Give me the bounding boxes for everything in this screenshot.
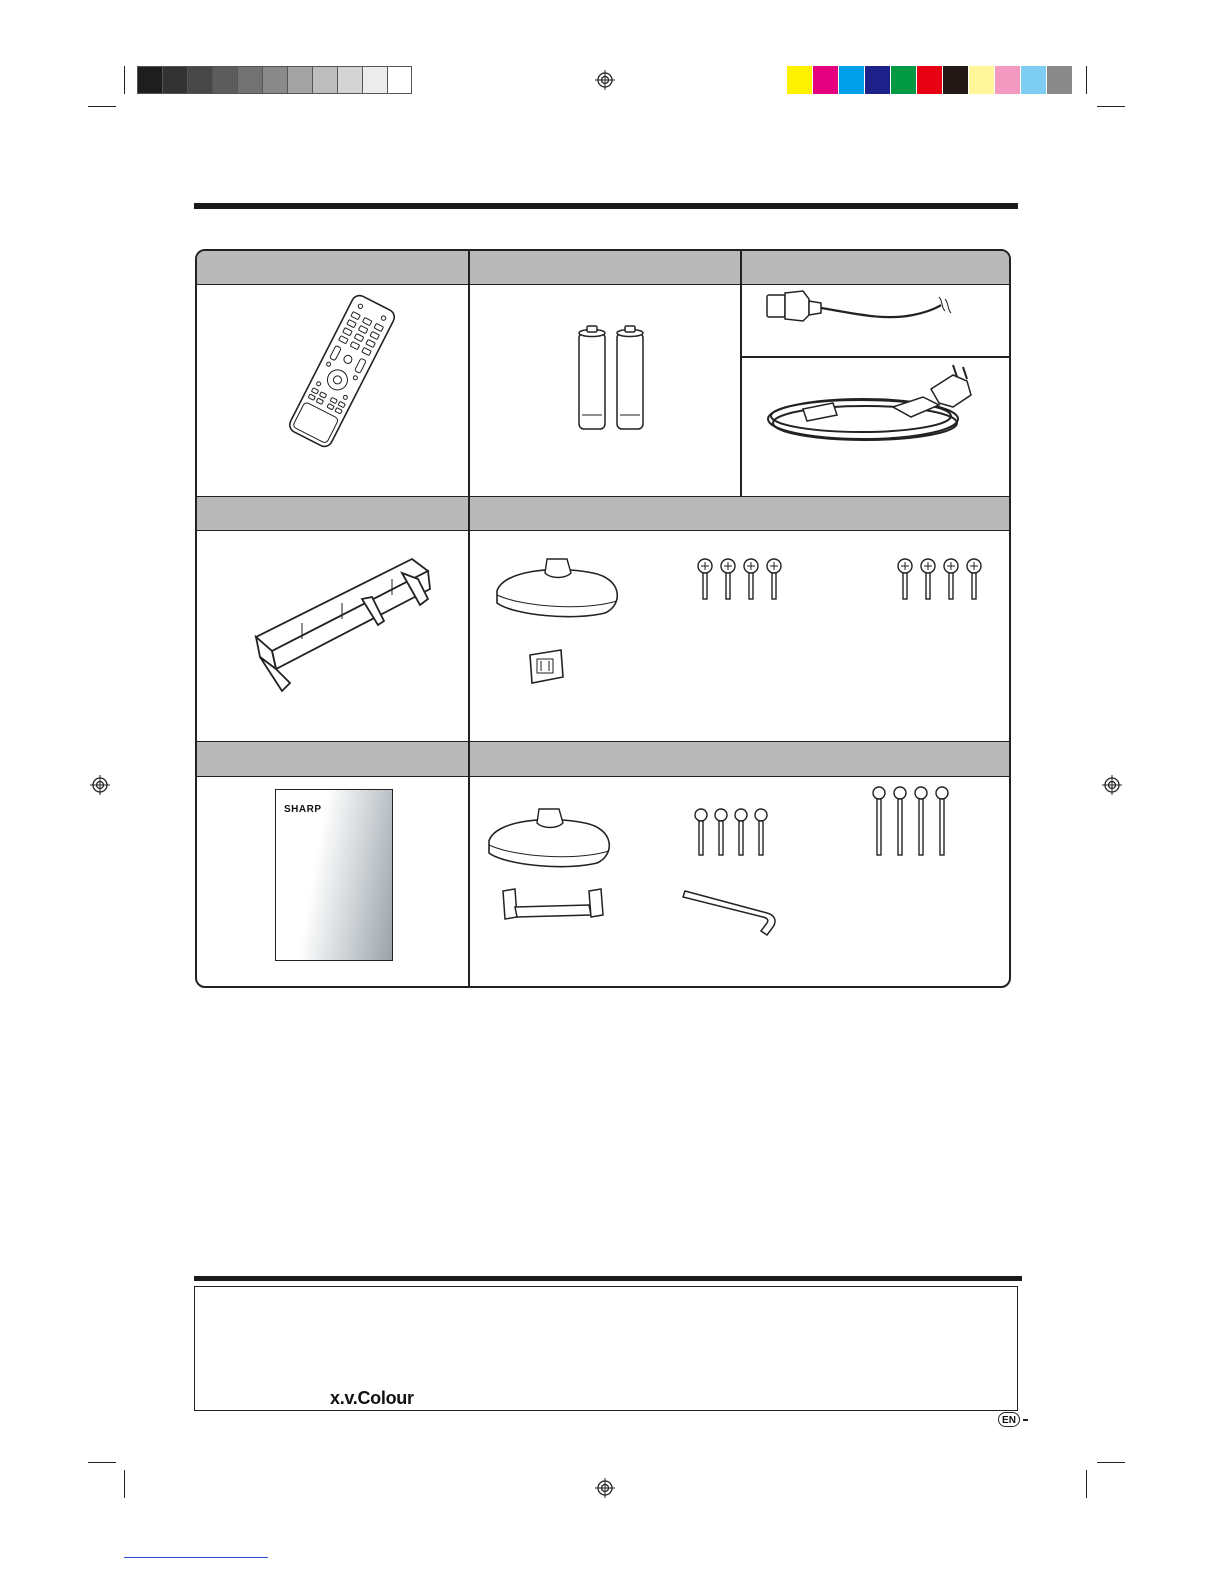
stand-bracket-icon [497, 885, 607, 929]
screws-icon [691, 807, 781, 857]
section-rule [194, 1276, 1022, 1281]
registration-mark-icon [595, 1478, 615, 1498]
color-swatch [891, 66, 917, 94]
section-rule [194, 203, 1018, 209]
language-badge: EN [998, 1412, 1020, 1427]
gray-scale-bar [137, 66, 412, 94]
accessory-table [195, 249, 1011, 988]
registration-mark-icon [595, 70, 615, 90]
note-box [194, 1286, 1018, 1411]
gray-swatch [312, 66, 337, 94]
header-cable-holder [197, 496, 469, 531]
crop-mark [1097, 106, 1125, 107]
color-swatch [917, 66, 943, 94]
color-swatch [839, 66, 865, 94]
power-cord-connector-icon [763, 287, 973, 337]
color-swatch [995, 66, 1021, 94]
screws-icon [893, 557, 993, 601]
color-swatch [1021, 66, 1047, 94]
color-swatch [1047, 66, 1073, 94]
page-dash [1023, 1419, 1028, 1421]
crop-mark [1086, 1470, 1087, 1498]
gray-swatch [387, 66, 412, 94]
remote-control-icon [267, 291, 417, 451]
color-swatch [813, 66, 839, 94]
gray-swatch [212, 66, 237, 94]
aaa-battery-icon [572, 323, 652, 435]
link-underline[interactable] [124, 1557, 268, 1558]
column-divider [740, 251, 742, 496]
operation-manual-icon [275, 789, 393, 961]
header-stand-small [469, 496, 1011, 531]
hex-key-icon [681, 883, 791, 937]
header-batteries [469, 251, 741, 285]
gray-swatch [362, 66, 387, 94]
registration-mark-icon [90, 775, 110, 795]
crop-mark [88, 1462, 116, 1463]
header-stand-large [469, 741, 1011, 777]
color-swatch [943, 66, 969, 94]
gray-swatch [262, 66, 287, 94]
column-divider [468, 251, 470, 988]
gray-swatch [187, 66, 212, 94]
color-swatch [787, 66, 813, 94]
header-manual [197, 741, 469, 777]
xv-colour-logo: x.v.Colour [330, 1388, 414, 1408]
gray-swatch [337, 66, 362, 94]
color-swatch [969, 66, 995, 94]
manual-brand-label: SHARP [284, 804, 322, 815]
gray-swatch [137, 66, 162, 94]
screws-icon [693, 557, 793, 601]
gray-swatch [237, 66, 262, 94]
gray-swatch [162, 66, 187, 94]
stand-bracket-icon [527, 647, 567, 687]
stand-base-icon [493, 551, 628, 621]
color-calibration-bar [787, 66, 1073, 94]
gray-swatch [287, 66, 312, 94]
row-divider [741, 356, 1011, 358]
stand-base-icon [485, 801, 620, 871]
power-cord-coiled-icon [763, 359, 983, 455]
header-remote [197, 251, 469, 285]
crop-mark [88, 106, 116, 107]
long-screws-icon [869, 785, 959, 857]
registration-mark-icon [1102, 775, 1122, 795]
header-power-cord [741, 251, 1011, 285]
color-swatch [865, 66, 891, 94]
crop-mark [1097, 1462, 1125, 1463]
crop-mark [124, 66, 125, 94]
cable-clamp-icon [242, 543, 442, 693]
crop-mark [1086, 66, 1087, 94]
crop-mark [124, 1470, 125, 1498]
